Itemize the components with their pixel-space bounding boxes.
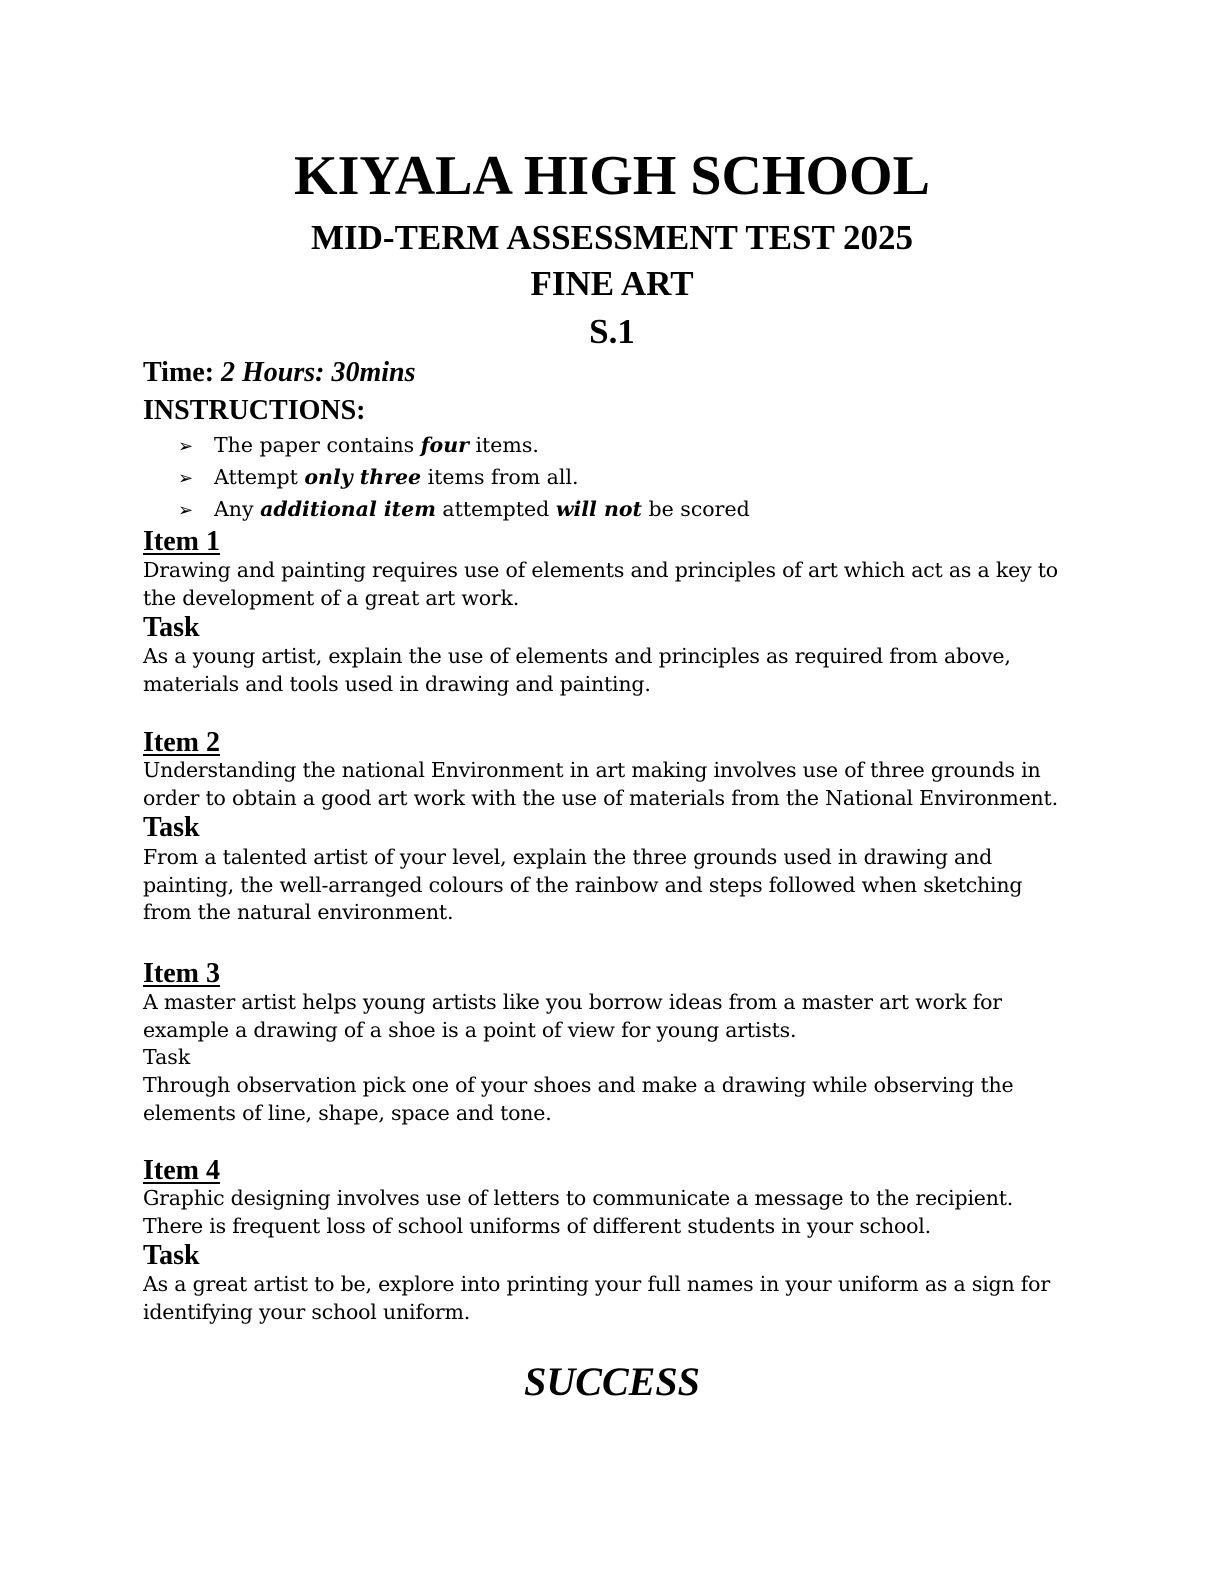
item-4-description: Graphic designing involves use of letters to communicate a message to the recipient. There is frequent loss of school uniforms of different students in your school. [143, 1186, 1014, 1238]
item-3-title: Item 3 [143, 958, 220, 989]
subject-title: FINE ART [530, 264, 694, 303]
exam-title: MID-TERM ASSESSMENT TEST 2025 [311, 218, 913, 257]
instructions-heading: INSTRUCTIONS: [143, 395, 366, 426]
time-line [143, 356, 416, 390]
item-2-task-label: Task [143, 812, 200, 843]
item-3-description: A master artist helps young artists like you borrow ideas from a master art work for example a drawing of a shoe is a point of view for young artists. [143, 990, 1002, 1042]
instruction-item: ➢ The paper contains four items. [178, 430, 750, 462]
item-1-task: As a young artist, explain the use of elements and principles as required from above, materials and tools used in drawing and painting. [143, 644, 1011, 696]
time-label: Time: [143, 357, 215, 388]
instruction-item: ➢ Any additional item attempted will not be scored [178, 494, 750, 526]
item-2-description: Understanding the national Environment in art making involves use of three grounds in order to obtain a good art work with the use of materials from the National Environment. [143, 758, 1058, 810]
item-4-task: As a great artist to be, explore into printing your full names in your uniform as a sign for identifying your school uniform. [143, 1272, 1050, 1324]
item-2-title: Item 2 [143, 727, 220, 758]
item-1-title: Item 1 [143, 526, 220, 557]
instructions-list [178, 430, 750, 526]
item-4-title: Item 4 [143, 1155, 220, 1186]
success-footer: SUCCESS [524, 1359, 700, 1404]
class-label: S.1 [589, 312, 635, 351]
item-4-task-label: Task [143, 1240, 200, 1271]
arrow-bullet-icon: ➢ [178, 500, 194, 521]
instruction-item: ➢ Attempt only three items from all. [178, 462, 750, 494]
item-2-task: From a talented artist of your level, explain the three grounds used in drawing and painting, the well-arranged colours of the rainbow and steps followed when sketching from the natural environment. [143, 845, 1023, 924]
school-name: KIYALA HIGH SCHOOL [294, 145, 930, 207]
item-3-task: Through observation pick one of your shoes and make a drawing while observing the elements of line, shape, space and tone. [143, 1073, 1014, 1125]
item-1-description: Drawing and painting requires use of elements and principles of art which act as a key to the development of a great art work. [143, 558, 1058, 610]
item-1-task-label: Task [143, 612, 200, 643]
arrow-bullet-icon: ➢ [178, 436, 194, 457]
item-3-task-label: Task [143, 1045, 191, 1069]
time-value: 2 Hours: 30mins [221, 357, 416, 388]
arrow-bullet-icon: ➢ [178, 468, 194, 489]
